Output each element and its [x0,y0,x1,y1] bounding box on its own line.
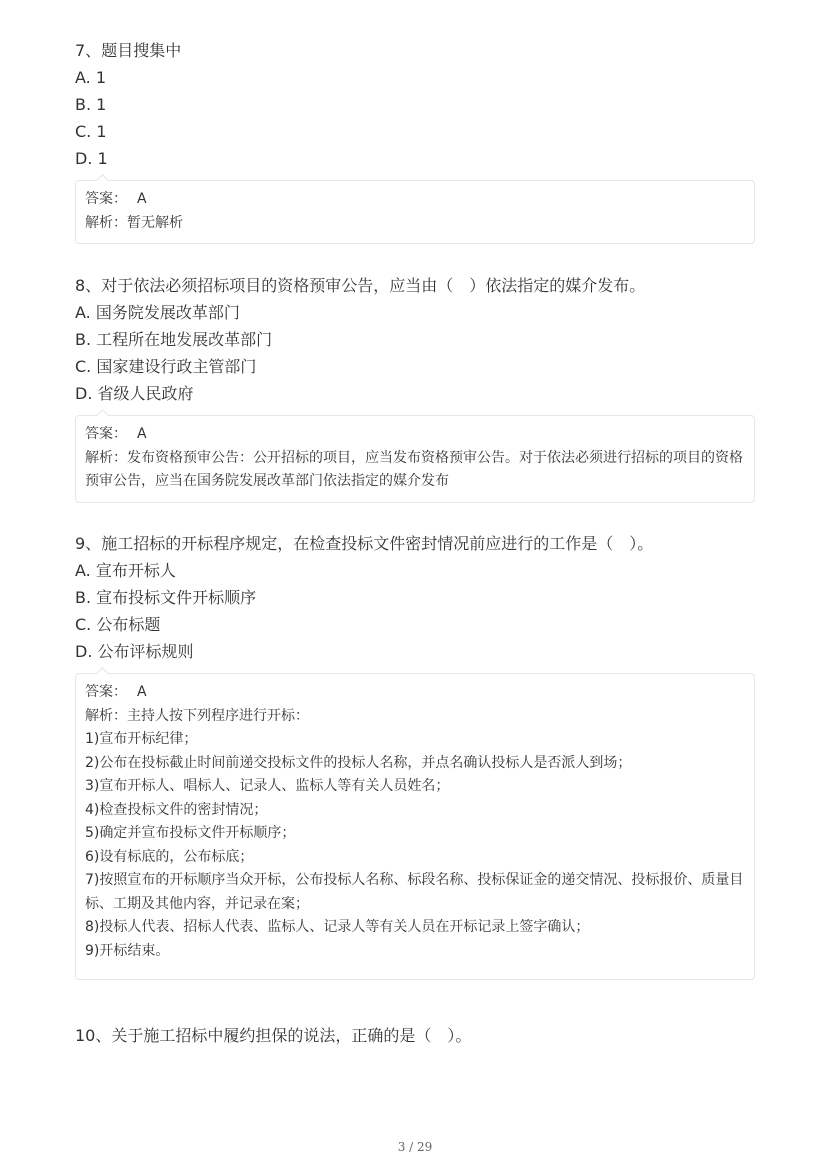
analysis-text: 暂无解析 [127,214,183,231]
option-text: 1 [95,68,107,87]
step-text: 宣布开标纪律； [99,731,198,747]
analysis-label: 解析： [85,449,127,466]
question-title [75,272,755,299]
analysis-step-9 [85,940,745,964]
option-d [75,145,755,172]
analysis-step-2 [85,752,745,776]
option-key: B. [75,330,92,349]
analysis-text: 主持人按下列程序进行开标： [127,707,309,724]
question-title [75,37,755,64]
option-text: 省级人民政府 [97,384,194,403]
answer-value: A [137,191,147,207]
answer-line [85,423,745,447]
analysis-line [85,447,745,494]
question-9 [75,530,755,980]
step-number: 9) [85,942,100,959]
step-number: 2) [85,754,100,771]
analysis-step-4 [85,799,745,823]
question-number: 7、 [75,41,102,60]
answer-value: A [137,684,147,700]
step-number: 8) [85,919,100,935]
option-key: C. [75,615,92,634]
option-key: D. [75,384,93,403]
option-c [75,611,755,638]
option-key: B. [75,95,92,114]
step-number: 7) [85,872,100,888]
option-d [75,638,755,665]
analysis-line [85,705,745,729]
question-number: 10、 [75,1026,112,1045]
option-d [75,380,755,407]
analysis-step-1 [85,728,745,752]
analysis-step-5 [85,822,745,846]
option-text: 公布评标规则 [97,642,194,661]
answer-label: 答案： [85,191,127,207]
question-text: 施工招标的开标程序规定，在检查投标文件密封情况前应进行的工作是（ ）。 [101,534,654,553]
option-key: D. [75,149,93,168]
question-text: 关于施工招标中履约担保的说法，正确的是（ ）。 [111,1026,472,1045]
step-text: 检查投标文件的密封情况； [99,801,268,818]
analysis-step-7 [85,869,745,916]
step-number: 5) [85,825,100,841]
answer-label: 答案： [85,684,127,700]
option-key: A. [75,303,91,322]
step-text: 确定并宣布投标文件开标顺序； [99,825,296,841]
option-c [75,353,755,380]
question-8 [75,272,755,503]
step-text: 开标结束。 [99,942,170,959]
step-text: 公布在投标截止时间前递交投标文件的投标人名称，并点名确认投标人是否派人到场； [99,754,632,771]
option-key: B. [75,588,92,607]
step-text: 投标人代表、招标人代表、监标人、记录人等有关人员在开标记录上签字确认； [99,919,590,935]
answer-box [75,180,755,244]
option-b [75,584,755,611]
option-text: 宣布投标文件开标顺序 [96,588,257,607]
option-key: A. [75,561,91,580]
option-text: 国家建设行政主管部门 [96,357,257,376]
answer-label: 答案： [85,426,127,442]
question-text: 题目搜集中 [101,41,182,60]
question-number: 8、 [75,276,102,295]
analysis-text: 发布资格预审公告：公开招标的项目，应当发布资格预审公告。对于依法必须进行招标的项目的资格预审公告，应当在国务院发展改革部门依法指定的媒介发布 [85,449,743,489]
analysis-label: 解析： [85,707,127,724]
option-a [75,64,755,91]
option-text: 1 [96,95,107,114]
option-text: 1 [96,122,107,141]
answer-line [85,681,745,705]
step-text: 宣布开标人、唱标人、记录人、监标人等有关人员姓名； [99,778,450,794]
option-text: 宣布开标人 [95,561,176,580]
answer-box [75,415,755,503]
question-title [75,530,755,557]
option-b [75,326,755,353]
analysis-line [85,212,745,236]
option-key: A. [75,68,91,87]
answer-value: A [137,426,147,442]
step-text: 设有标底的，公布标底； [99,848,254,865]
analysis-step-3 [85,775,745,799]
step-number: 1) [85,731,100,747]
option-text: 工程所在地发展改革部门 [96,330,273,349]
page-indicator: 3 / 29 [397,1140,433,1154]
option-key: C. [75,122,92,141]
question-number: 9、 [75,534,102,553]
analysis-label: 解析： [85,214,127,231]
option-text: 国务院发展改革部门 [95,303,240,322]
option-text: 1 [97,149,108,168]
answer-line [85,188,745,212]
question-10 [75,1022,755,1049]
option-c [75,118,755,145]
option-b [75,91,755,118]
option-text: 公布标题 [96,615,161,634]
answer-box [75,673,755,980]
step-number: 3) [85,778,100,794]
option-a [75,299,755,326]
question-7 [75,37,755,244]
question-title [75,1022,755,1049]
step-number: 4) [85,801,100,818]
step-text: 按照宣布的开标顺序当众开标，公布投标人名称、标段名称、投标保证金的递交情况、投标报价、质量目标、工期及其他内容，并记录在案； [85,872,744,912]
step-number: 6) [85,848,100,865]
option-a [75,557,755,584]
option-key: D. [75,642,93,661]
analysis-step-6 [85,846,745,870]
analysis-step-8 [85,916,745,940]
option-key: C. [75,357,92,376]
question-text: 对于依法必须招标项目的资格预审公告，应当由（ ）依法指定的媒介发布。 [101,276,646,295]
